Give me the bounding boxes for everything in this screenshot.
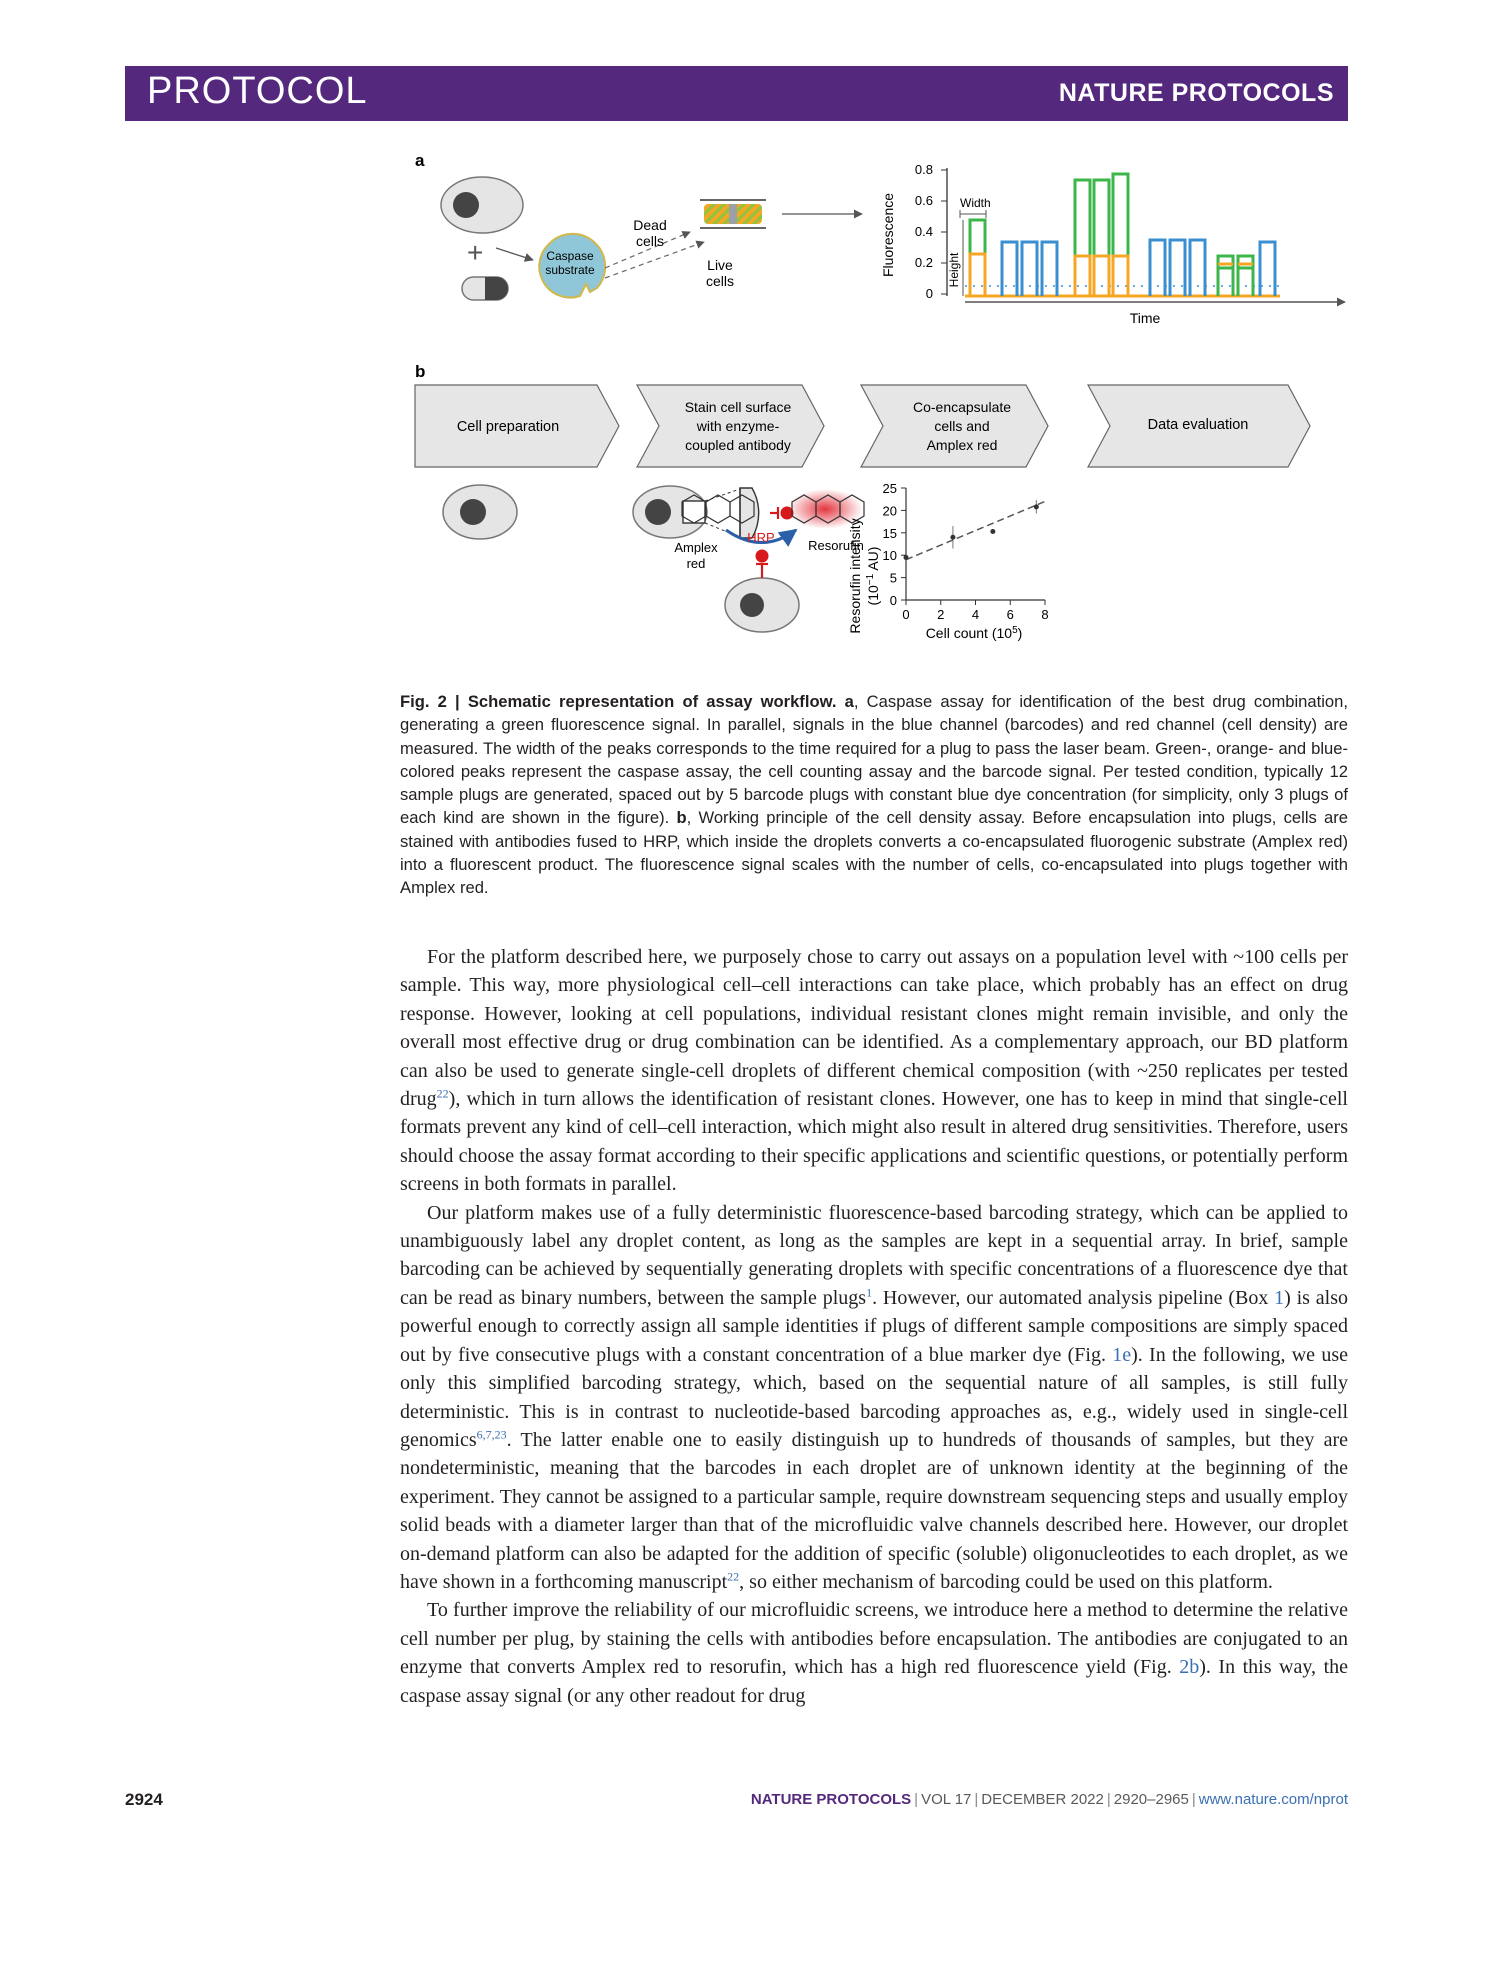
reference-link[interactable]: 22 [436,1086,449,1101]
footer-journal: NATURE PROTOCOLS [750,1791,912,1808]
paragraph-2-text-b: . However, our automated analysis pipeline (Box [872,1286,1275,1309]
data-point [1034,504,1039,509]
cell-illustration [441,177,523,233]
y-tick-label: 20 [882,503,897,519]
paragraph-2-text-d: ). In the following, we use only this simplified barcoding strategy, which, based on the sequential nature of all samples, is still fully deterministic. This is in contrast to nucleotide-based barcoding approaches as, e.g., widely used in single-cell genomics [400,1343,1348,1451]
y-tick-0.2: 0.2 [914,255,933,270]
x-tick-label: 6 [1006,607,1014,622]
paragraph-3-text-a: To further improve the reliability of our microfluidic screens, we introduce here a method to determine the relative cell number per plug, by staining the cells with antibodies before encapsulation. The antibodies are conjugated to an enzyme that converts Amplex red to resorufin, which has a high red fluorescence yield (Fig. [400,1599,1348,1679]
plug-channel-illustration [700,200,766,228]
height-label: Height [947,252,961,288]
step-1-label: Cell preparation [456,419,560,435]
y-tick-0.6: 0.6 [914,193,933,208]
hrp-label: HRP [747,530,775,545]
scatter-fit-line [906,501,1045,559]
x-tick-label: 2 [937,607,945,622]
step-3-label-line3: Amplex red [926,437,998,453]
paragraph-1-text-a: For the platform described here, we purposely chose to carry out assays on a population level with ~100 cells per sample. This way, more physiological cell–cell interactions can take place, which probably has an effect on drug response. However, looking at cell populations, individual resistant clones might remain invisible, and only the overall most effective drug or drug combination can be identified. As a complementary approach, our BD platform can also be used to generate single-cell droplets of different chemical composition (with ~250 replicates per tested drug [400,946,1348,1111]
live-cells-label-line1: Live [707,257,733,273]
dead-cells-label-line1: Dead [633,217,667,233]
paragraph-1 [400,943,1348,1199]
page-number: 2924 [125,1790,163,1809]
footer-volume: VOL 17 [921,1791,972,1808]
fluorescence-axis-label: Fluorescence [880,192,896,278]
paragraph-1-text-b: ), which in turn allows the identification of resistant clones. However, one has to keep in mind that single-cell formats prevent any kind of cell–cell interaction, which might also result in altered drug sensitivities. Therefore, users should choose the assay format according to their specific applications and scientific questions, or potentially perform screens in both formats in parallel. [400,1088,1348,1196]
y-tick-label: 15 [882,525,897,541]
figure-2-graphic [400,150,1360,680]
x-tick-label: 8 [1041,607,1049,622]
substrate-label-line1: Caspase [546,249,594,263]
reference-link[interactable]: 6,7,23 [476,1427,507,1442]
step-2-label-line1: Stain cell surface [684,399,792,415]
cell-preparation-illustration [443,485,517,539]
step-4-label: Data evaluation [1147,417,1249,433]
figure-link[interactable]: 2b [1179,1656,1200,1679]
x-tick-label: 0 [902,607,910,622]
paragraph-2 [400,1199,1348,1597]
data-point [990,529,995,534]
caption-title: Fig. 2 | Schematic representation of assay workflow. [400,692,837,711]
y-tick-label: 5 [889,570,897,586]
time-axis-label: Time [1129,310,1161,326]
fluorescence-trace-plot [880,162,1345,326]
paragraph-2-text-c: ) is also powerful enough to correctly assign all sample identities if plugs of different sample compositions are simply spaced out by five consecutive plugs with a constant concentration of a blue marker dye (Fig. [400,1286,1348,1366]
reference-link[interactable]: 1 [866,1285,873,1300]
data-point [950,535,955,540]
paragraph-3 [400,1596,1348,1710]
panel-b-label: b [415,362,426,381]
figure-link[interactable]: 1e [1112,1343,1132,1366]
x-tick-label: 4 [971,607,980,622]
article-body [400,943,1348,1710]
data-point [904,555,909,560]
y-tick-0: 0 [925,286,933,301]
figure-2 [400,150,1360,680]
live-cells-label-line2: cells [705,273,735,289]
footer-citation: NATURE PROTOCOLS | VOL 17 | DECEMBER 2022 | 2920–2965 | www.nature.com/nprot [750,1791,1348,1808]
paragraph-2-text-f: , so either mechanism of barcoding could be used on this platform. [739,1570,1273,1593]
amplex-label-line1: Amplex [674,540,718,555]
footer-date: DECEMBER 2022 [981,1791,1104,1808]
footer-url[interactable]: www.nature.com/nprot [1198,1791,1348,1808]
scatter-ylabel: Resorufin intensity [847,518,863,634]
section-label: PROTOCOL [147,70,368,112]
drug-capsule-illustration [462,277,508,300]
cell-count-scatter-plot [847,481,1049,641]
journal-name: NATURE PROTOCOLS [1058,79,1334,107]
caption-panel-a-text: , Caspase assay for identification of the best drug combination, generating a green fluorescence signal. In parallel, signals in the blue channel (barcodes) and red channel (cell density) are measured. The width of the peaks corresponds to the time required for a plug to pass the laser beam. Green-, orange- and blue-colored peaks represent the caspase assay, the cell counting assay and the barcode signal. Per tested condition, typically 12 sample plugs are generated, spaced out by 5 barcode plugs with constant blue dye concentration (for simplicity, only 3 plugs of each kind are shown in the figure). [400,692,1348,828]
step-2-label-line3: coupled antibody [685,437,791,453]
reference-link[interactable]: 22 [727,1569,740,1584]
arrow-to-substrate [496,248,533,260]
paragraph-3-text-b: ). In this way, the caspase assay signal (or any other readout for drug [400,1656,1349,1707]
panel-a-label: a [415,151,425,170]
scatter-xlabel: Cell count $(10^5)$ [925,625,1023,641]
caption-panel-a-label: a [844,692,854,711]
paragraph-2-text-a: Our platform makes use of a fully deterministic fluorescence-based barcoding strategy, which can be applied to unambiguously label any droplet content, as long as the samples are kept in a sequential array. In brief, sample barcoding can be achieved by sequentially generating droplets with specific concentrations of a fluorescence dye that can be read as binary numbers, between the sample plugs [400,1201,1348,1309]
plus-sign: + [467,237,484,268]
footer-pages: 2920–2965 [1113,1791,1189,1808]
encapsulated-cell-illustration [725,550,799,633]
journal-header-bar [125,66,1348,121]
box-link[interactable]: 1 [1274,1286,1285,1309]
width-label: Width [960,196,991,210]
substrate-label-line2: substrate [545,263,595,277]
y-tick-label: 25 [882,481,897,496]
caption-panel-b-text: , Working principle of the cell density assay. Before encapsulation into plugs, cells are stained with antibodies fused to HRP, which inside the droplets converts a co-encapsulated fluorogenic substrate (Amplex red) into a fluorescent product. The fluorescence signal scales with the number of cells, co-encapsulated into plugs together with Amplex red. [400,808,1348,898]
step-3-label-line2: cells and [934,418,990,434]
paragraph-2-text-e: . The latter enable one to easily distinguish up to hundreds of thousands of samples, but they are nondeterministic, meaning that the barcodes in each droplet are of unknown identity at the beginning of the experiment. They cannot be assigned to a particular sample, require downstream sequencing steps and usually employ solid beads with a diameter larger than that of the microfluidic valve channels described here. However, our droplet on-demand platform can also be adapted for the addition of specific (soluble) oligonucleotides to each droplet, as we have shown in a forthcoming manuscript [400,1428,1348,1593]
amplex-label-line2: red [686,556,706,571]
y-tick-0.4: 0.4 [914,224,933,239]
figure-caption [400,690,1348,900]
y-tick-0.8: 0.8 [914,162,933,177]
caption-panel-b-label: b [676,808,687,828]
scatter-ylabel-unit: ($10^{-1}$ AU) [865,546,881,606]
resorufin-label: Resorufin [808,538,864,553]
y-tick-label: 10 [882,548,897,564]
step-3-label-line1: Co-encapsulate [912,399,1012,415]
dead-cells-label-line2: cells [635,233,665,249]
step-2-label-line2: with enzyme- [696,418,780,434]
y-tick-label: 0 [889,593,897,608]
